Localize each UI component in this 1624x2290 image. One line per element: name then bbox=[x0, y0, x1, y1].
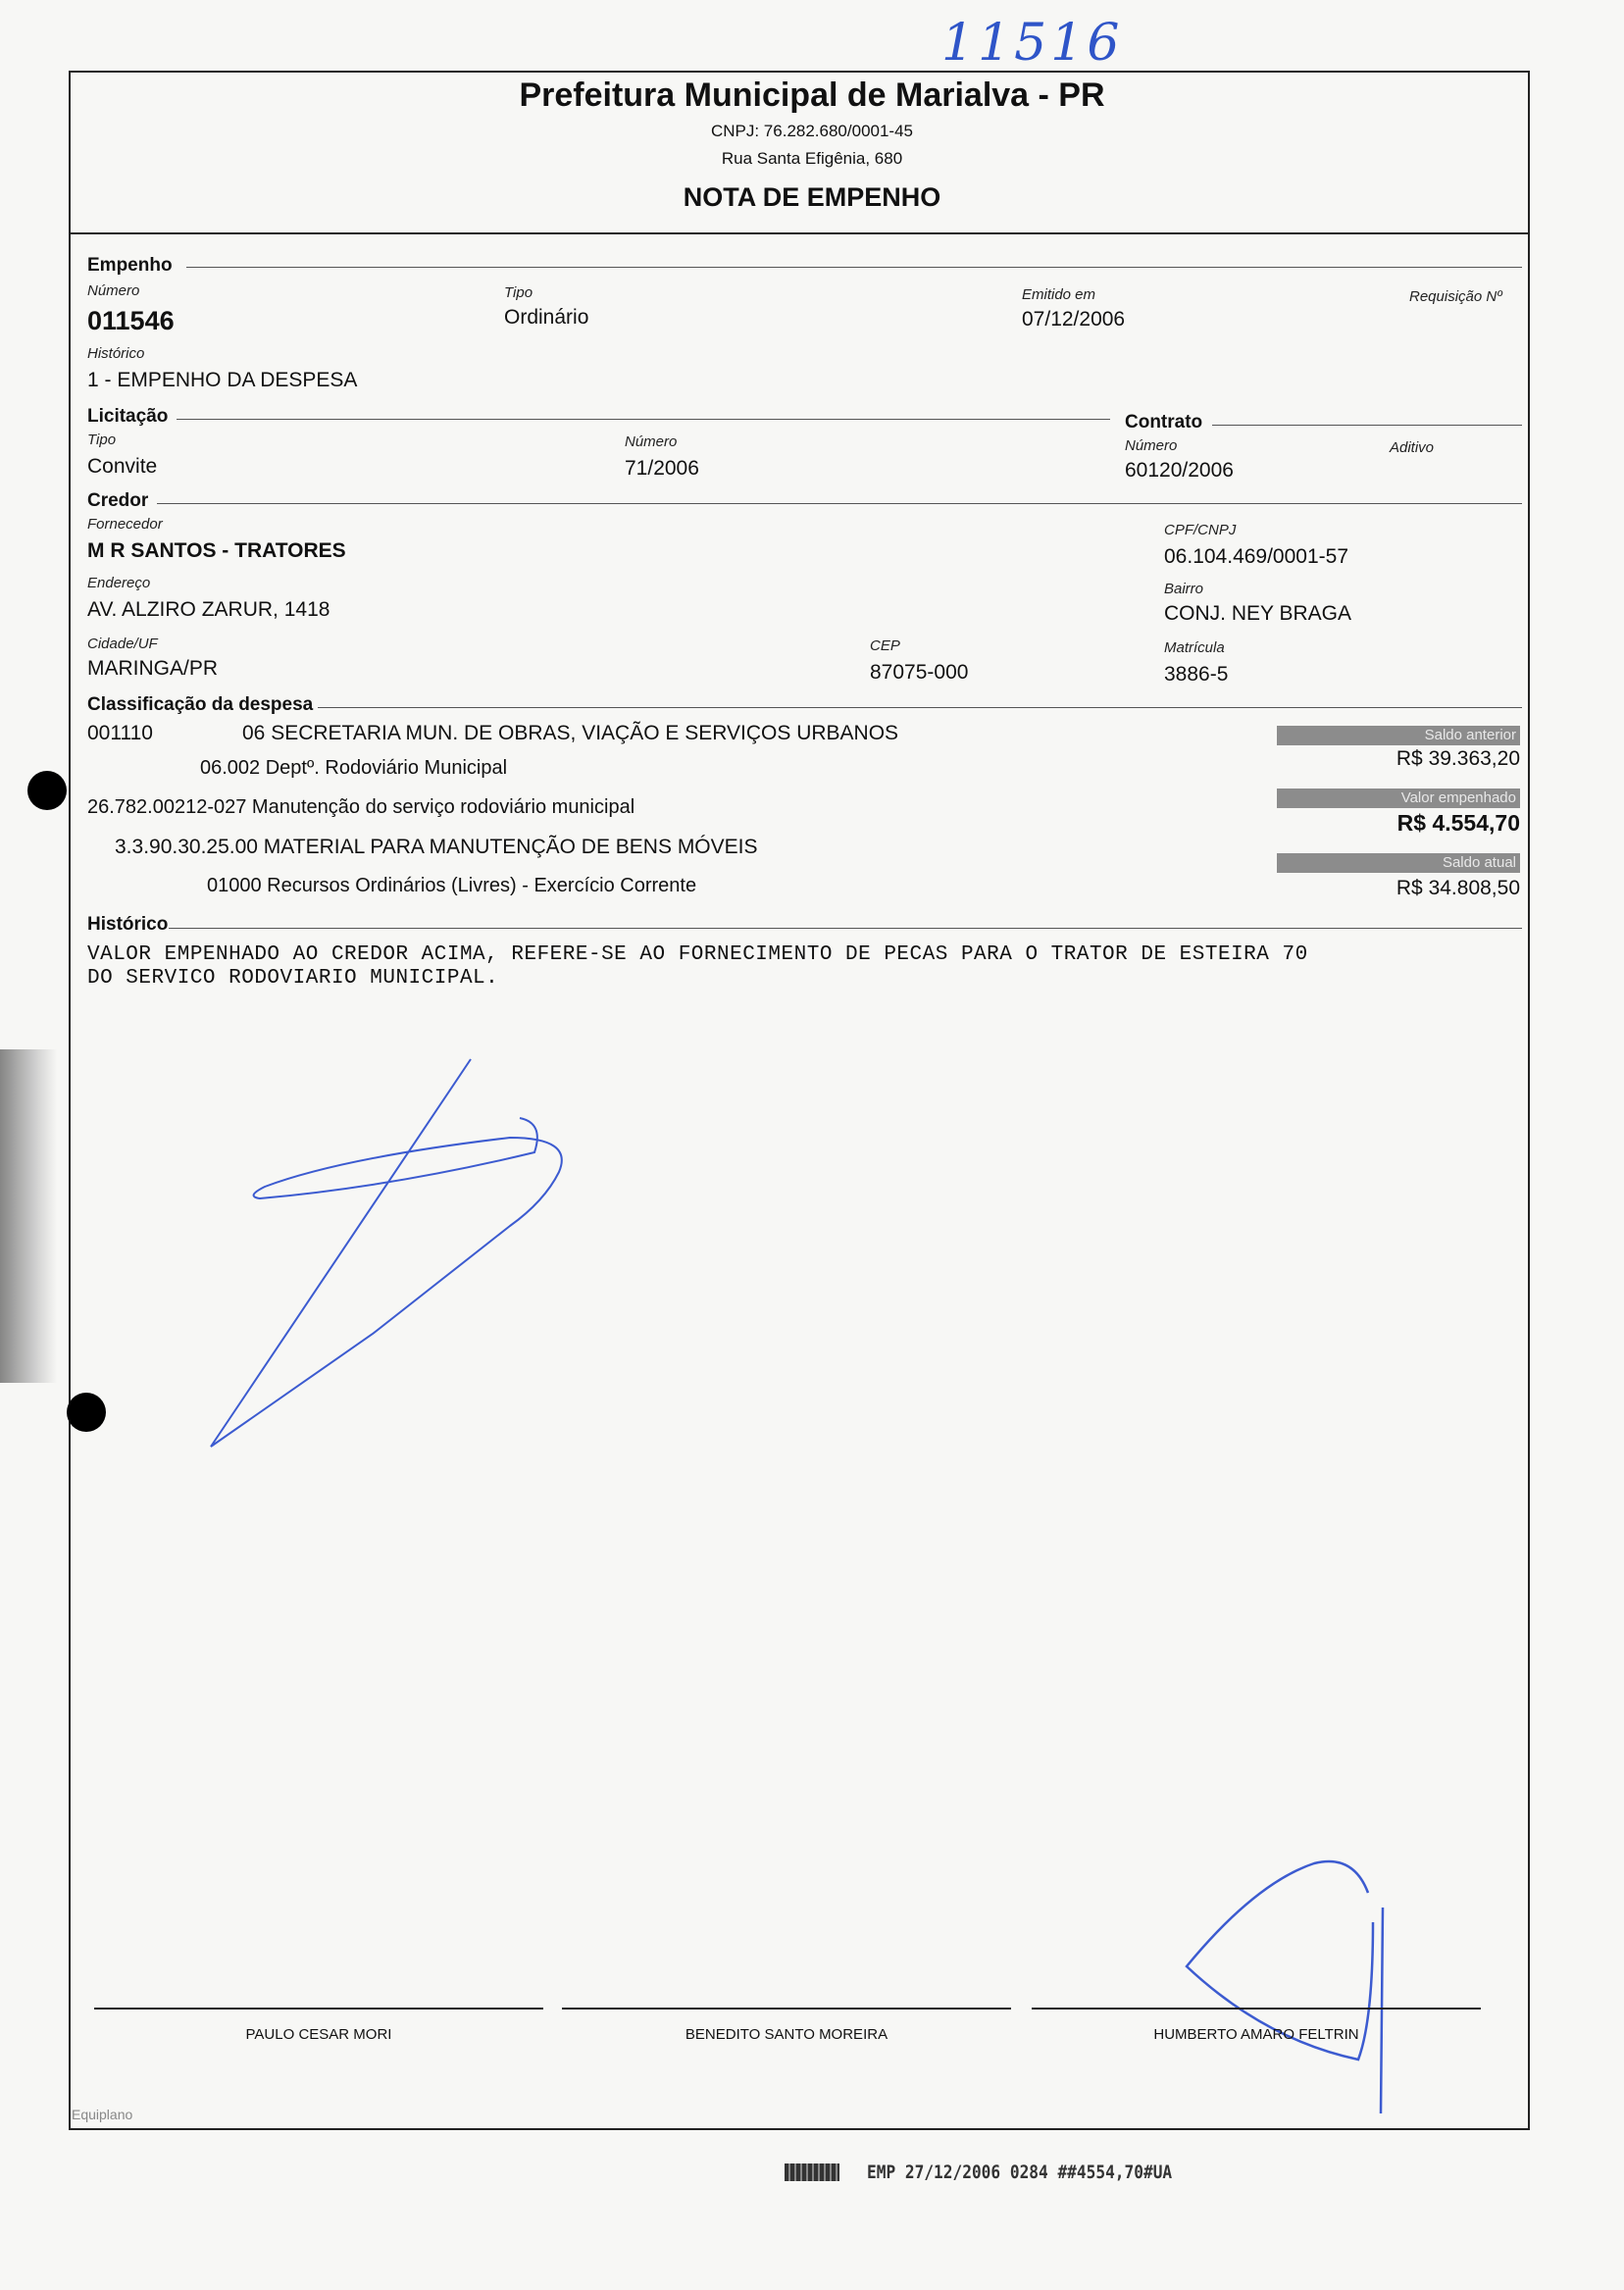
licitacao-tipo: Convite bbox=[87, 455, 158, 478]
emitido-date: 07/12/2006 bbox=[1022, 308, 1126, 331]
saldo-anterior: R$ 39.363,20 bbox=[1396, 747, 1520, 770]
fornecedor-label: Fornecedor bbox=[87, 516, 163, 533]
software-footer: Equiplano bbox=[72, 2107, 133, 2122]
signature-line-2 bbox=[562, 2008, 1011, 2010]
requisicao-label: Requisição Nº bbox=[1409, 288, 1502, 305]
endereco: AV. ALZIRO ZARUR, 1418 bbox=[87, 598, 330, 621]
empenho-numero: 011546 bbox=[87, 306, 175, 335]
document-title: NOTA DE EMPENHO bbox=[683, 182, 941, 212]
classificacao-line-3: 26.782.00212-027 Manutenção do serviço rodoviário municipal bbox=[87, 796, 635, 818]
historico-line-2: DO SERVICO RODOVIARIO MUNICIPAL. bbox=[87, 967, 499, 990]
signature-name-1: PAULO CESAR MORI bbox=[245, 2026, 392, 2043]
section-licitacao: Licitação bbox=[87, 406, 169, 427]
licitacao-tipo-label: Tipo bbox=[87, 432, 117, 448]
signature-name-3: HUMBERTO AMARO FELTRIN bbox=[1153, 2026, 1359, 2043]
saldo-atual-label: Saldo atual bbox=[1277, 853, 1520, 873]
section-historico: Histórico bbox=[87, 914, 169, 935]
classificacao-line-5: 01000 Recursos Ordinários (Livres) - Exercício Corrente bbox=[207, 875, 697, 896]
matricula-label: Matrícula bbox=[1164, 639, 1225, 656]
empenho-tipo: Ordinário bbox=[504, 306, 589, 329]
section-contrato: Contrato bbox=[1125, 412, 1203, 433]
saldo-anterior-label: Saldo anterior bbox=[1277, 726, 1520, 745]
endereco-label: Endereço bbox=[87, 575, 151, 591]
empenho-tipo-label: Tipo bbox=[504, 284, 533, 301]
cidade: MARINGA/PR bbox=[87, 657, 219, 680]
historico-line-1: VALOR EMPENHADO AO CREDOR ACIMA, REFERE-SE AO FORNECIMENTO DE PECAS PARA O TRATOR DE ESTEIRA 70 bbox=[87, 943, 1308, 966]
cpf-cnpj-label: CPF/CNPJ bbox=[1164, 522, 1237, 538]
empenho-historico-label: Histórico bbox=[87, 345, 145, 362]
valor-empenhado: R$ 4.554,70 bbox=[1396, 810, 1520, 836]
valor-empenhado-label: Valor empenhado bbox=[1277, 789, 1520, 808]
municipality-address: Rua Santa Efigênia, 680 bbox=[721, 149, 903, 168]
stamp-text: EMP 27/12/2006 0284 ##4554,70#UA bbox=[867, 2162, 1173, 2183]
section-empenho: Empenho bbox=[87, 255, 173, 276]
municipality-title: Prefeitura Municipal de Marialva - PR bbox=[519, 76, 1105, 114]
classificacao-line-1: 06 SECRETARIA MUN. DE OBRAS, VIAÇÃO E SERVIÇOS URBANOS bbox=[242, 722, 899, 744]
signature-line-1 bbox=[94, 2008, 543, 2010]
licitacao-numero-label: Número bbox=[625, 433, 678, 450]
bairro-label: Bairro bbox=[1164, 581, 1204, 597]
licitacao-numero: 71/2006 bbox=[625, 457, 699, 480]
classificacao-line-4: 3.3.90.30.25.00 MATERIAL PARA MANUTENÇÃO DE BENS MÓVEIS bbox=[115, 836, 758, 858]
aditivo-label: Aditivo bbox=[1390, 439, 1435, 456]
section-classificacao: Classificação da despesa bbox=[87, 694, 314, 715]
orgao-code: 001110 bbox=[87, 722, 153, 744]
fornecedor-name: M R SANTOS - TRATORES bbox=[87, 539, 346, 562]
signature-name-2: BENEDITO SANTO MOREIRA bbox=[685, 2026, 888, 2043]
classificacao-line-2: 06.002 Deptº. Rodoviário Municipal bbox=[200, 757, 508, 779]
stamp-barcode bbox=[785, 2163, 839, 2181]
saldo-atual: R$ 34.808,50 bbox=[1396, 877, 1520, 899]
cep-label: CEP bbox=[870, 637, 900, 654]
municipality-cnpj: CNPJ: 76.282.680/0001-45 bbox=[710, 122, 914, 140]
empenho-historico: 1 - EMPENHO DA DESPESA bbox=[87, 369, 358, 391]
signature-line-3 bbox=[1032, 2008, 1481, 2010]
cep: 87075-000 bbox=[870, 661, 969, 684]
emitido-label: Emitido em bbox=[1022, 286, 1096, 303]
cpf-cnpj: 06.104.469/0001-57 bbox=[1164, 545, 1349, 568]
bairro: CONJ. NEY BRAGA bbox=[1164, 602, 1351, 625]
empenho-numero-label: Número bbox=[87, 282, 140, 299]
contrato-numero-label: Número bbox=[1125, 437, 1178, 454]
matricula: 3886-5 bbox=[1164, 663, 1229, 686]
contrato-numero: 60120/2006 bbox=[1125, 459, 1234, 482]
handwritten-number: 11516 bbox=[941, 14, 1124, 73]
section-credor: Credor bbox=[87, 490, 149, 511]
cidade-label: Cidade/UF bbox=[87, 636, 158, 652]
